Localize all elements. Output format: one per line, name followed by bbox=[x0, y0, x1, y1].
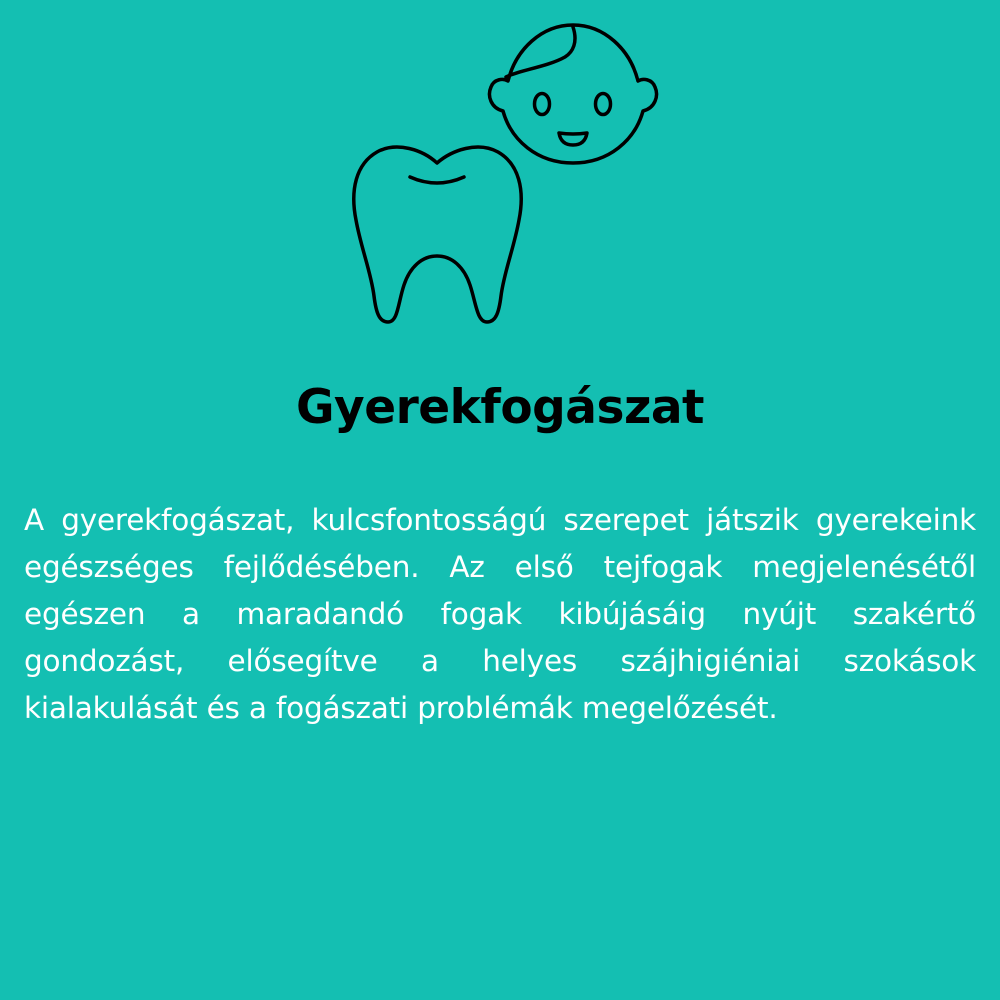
baby-face-icon bbox=[490, 25, 657, 163]
pediatric-dentistry-illustration bbox=[340, 18, 670, 330]
tooth-icon bbox=[354, 147, 521, 322]
page-title: Gyerekfogászat bbox=[295, 380, 704, 435]
description-text: A gyerekfogászat, kulcsfontosságú szerepet játszik gyerekeink egészséges fejlődésében. Az első tejfogak megjelenésétől egészen a maradandó fogak kibújásáig nyújt szakértő gondozást, elősegítve a helyes szájhigiéniai szokások kialakulását és a fogászati problémák megelőzését. bbox=[24, 503, 976, 725]
